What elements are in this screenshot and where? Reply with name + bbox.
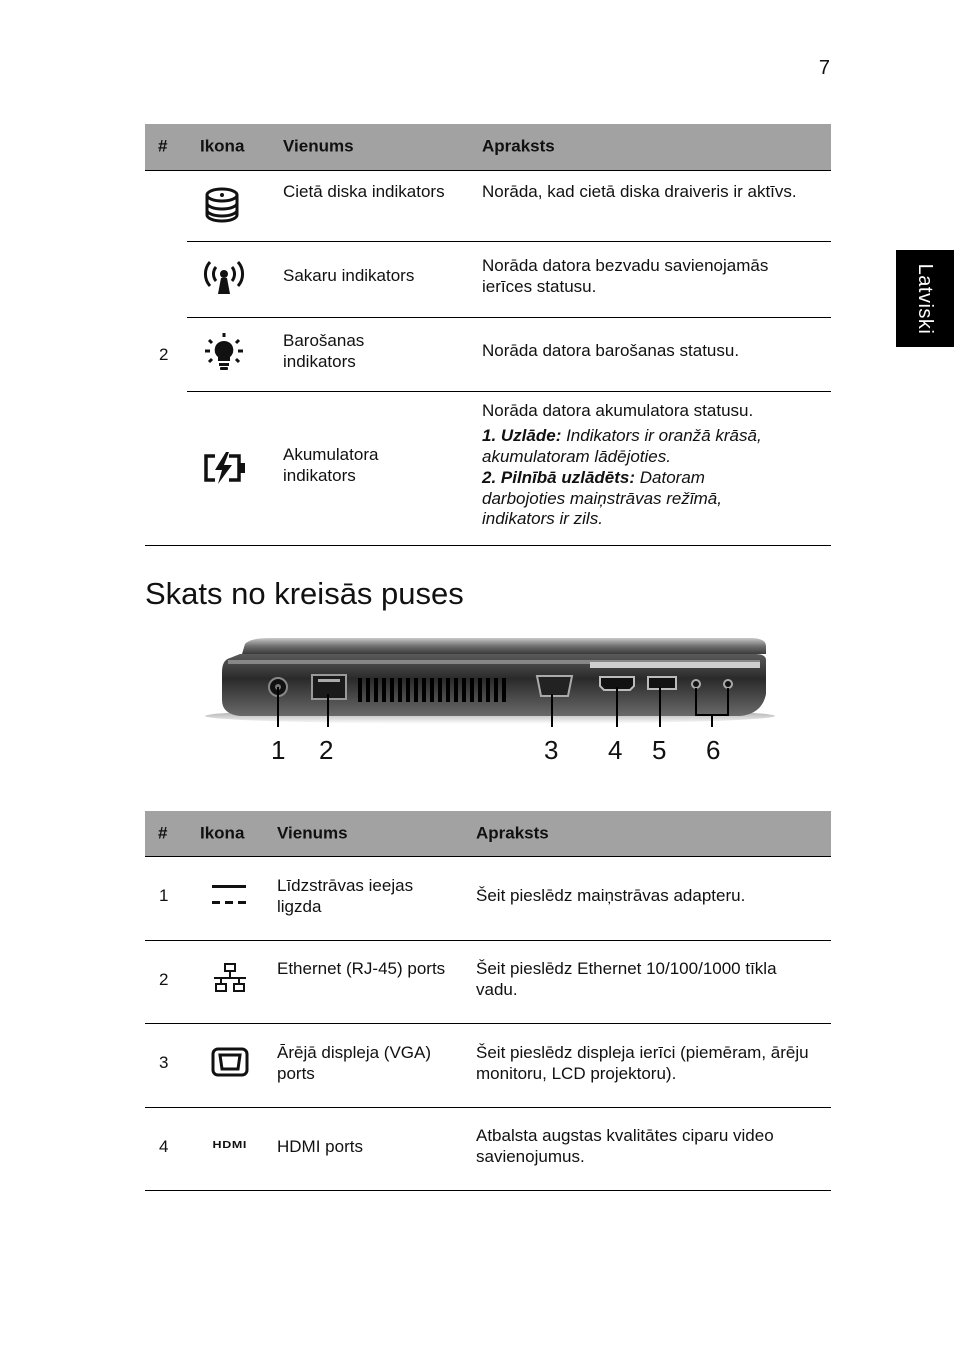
charging-text: Indikators ir oranžā krāsā, akumulatoram lādējoties. — [482, 426, 762, 466]
table2-row2-num: 2 — [159, 970, 169, 989]
table1-divider — [187, 391, 831, 392]
table2-row1-num: 1 — [159, 886, 169, 905]
table2-row4-desc: Atbalsta augstas kvalitātes ciparu video savienojumus. — [476, 1126, 774, 1166]
table2-row4-item: HDMI ports — [277, 1137, 363, 1156]
table1-row1-desc: Norāda, kad cietā diska draiveris ir aktīvs. — [482, 182, 797, 201]
table2-row2-desc: Šeit pieslēdz Ethernet 10/100/1000 tīkla vadu. — [476, 959, 777, 999]
ethernet-icon — [210, 961, 250, 995]
section-title: Skats no kreisās puses — [145, 576, 464, 611]
table2-divider — [145, 1107, 831, 1108]
table2-divider — [145, 1023, 831, 1024]
page-number: 7 — [818, 57, 830, 79]
table2-bottom-border — [145, 1190, 831, 1191]
callout-1: 1 — [271, 735, 286, 765]
table2-header-desc: Apraksts — [476, 823, 549, 843]
table2-row1-desc: Šeit pieslēdz maiņstrāvas adapteru. — [476, 886, 746, 905]
laptop-left-side-illustration — [200, 632, 780, 727]
language-tab — [896, 250, 954, 347]
table2-row1-item: Līdzstrāvas ieejas ligzda — [277, 876, 414, 916]
table2-header-num: # — [158, 823, 168, 843]
table2-divider — [145, 940, 831, 941]
table2-header-icon: Ikona — [200, 823, 245, 843]
wireless-icon — [201, 257, 247, 297]
power-icon — [203, 332, 245, 374]
table1-divider — [187, 317, 831, 318]
table2-row2-item: Ethernet (RJ-45) ports — [277, 959, 446, 978]
dc-in-icon — [208, 880, 250, 910]
hdd-icon — [200, 185, 244, 225]
battery-icon — [200, 450, 248, 486]
table1-row4-item: Akumulatora indikators — [283, 445, 379, 485]
fully-charged-text: Datoram darbojoties maiņstrāvas režīmā, indikators ir zils. — [482, 468, 722, 529]
vga-icon — [208, 1044, 252, 1080]
table1-header-num: # — [158, 136, 168, 156]
language-tab-label: Latviski — [914, 263, 937, 334]
table1-bottom-border — [145, 545, 831, 546]
hdmi-icon — [206, 1136, 254, 1156]
table1-row2-desc: Norāda datora bezvadu savienojamās ierīces statusu. — [482, 256, 769, 296]
table2-row4-num: 4 — [159, 1137, 169, 1156]
callout-5: 5 — [652, 735, 667, 765]
table1-divider — [187, 241, 831, 242]
table1-row3-item: Barošanas indikators — [283, 331, 365, 371]
callout-2: 2 — [319, 735, 334, 765]
table2-row3-item: Ārējā displeja (VGA) ports — [277, 1043, 432, 1083]
table1-row4-desc-item1 — [482, 426, 802, 467]
table2-header-item: Vienums — [277, 823, 348, 843]
fully-charged-label: 2. Pilnībā uzlādēts: — [482, 468, 636, 487]
table1-row3-desc: Norāda datora barošanas statusu. — [482, 341, 740, 360]
table2-row3-desc: Šeit pieslēdz displeja ierīci (piemēram, ārēju monitoru, LCD projektoru). — [476, 1043, 809, 1083]
table1-header-item: Vienums — [283, 136, 354, 156]
hdmi-logo-text: HDMI — [212, 1139, 248, 1151]
callout-3: 3 — [544, 735, 559, 765]
table1-header-icon: Ikona — [200, 136, 245, 156]
table1-header — [145, 124, 831, 171]
table1-row2-item: Sakaru indikators — [283, 266, 415, 285]
table2-header — [145, 811, 831, 857]
charging-label: 1. Uzlāde: — [482, 426, 562, 445]
callout-4: 4 — [608, 735, 623, 765]
table1-group-number: 2 — [159, 345, 169, 364]
table1-header-desc: Apraksts — [482, 136, 555, 156]
table1-row4-desc-item2 — [482, 468, 782, 530]
table1-row1-item: Cietā diska indikators — [283, 182, 445, 201]
callout-6: 6 — [706, 735, 721, 765]
table2-row3-num: 3 — [159, 1053, 169, 1072]
table1-row4-desc: Norāda datora akumulatora statusu. — [482, 401, 754, 420]
